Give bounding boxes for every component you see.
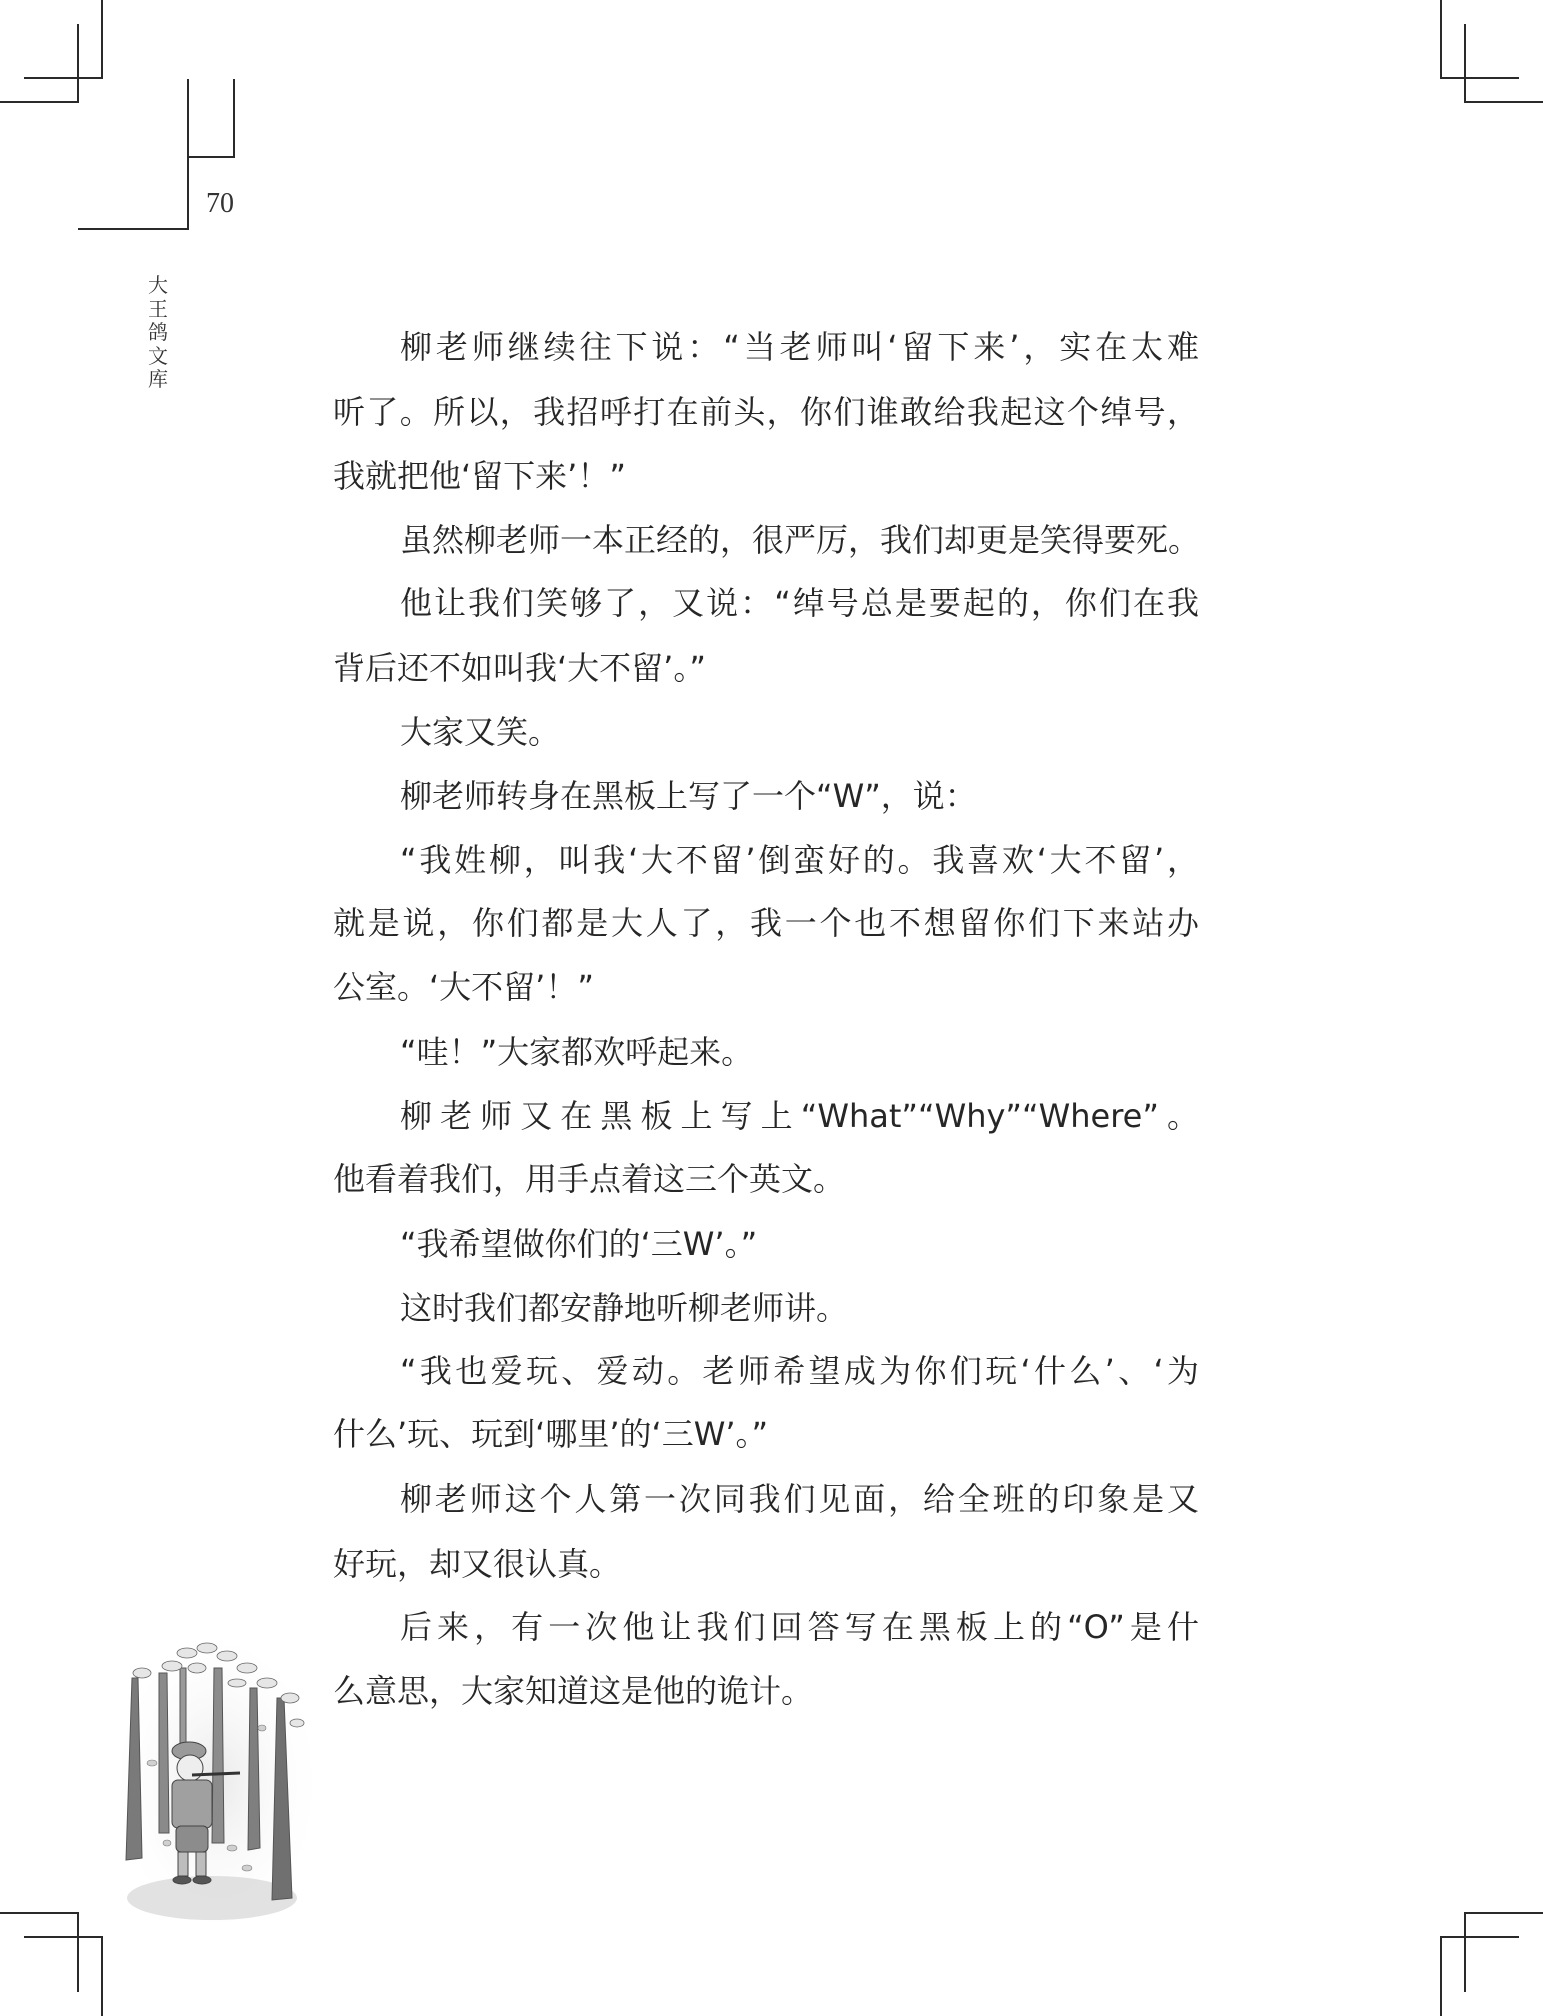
frame-line [233, 79, 235, 158]
crop-mark-line [1464, 101, 1543, 103]
text-line: 公室。‘大不留’！” [333, 968, 594, 1006]
text-line: 后来，有一次他让我们回答写在黑板上的“O”是什 [400, 1608, 1199, 1646]
text-line: 虽然柳老师一本正经的，很严厉，我们却更是笑得要死。 [400, 521, 1201, 559]
series-title [146, 274, 170, 392]
text-line: “哇！”大家都欢呼起来。 [400, 1033, 754, 1071]
text-line: 我就把他‘留下来’！” [333, 457, 626, 495]
text-line: 大家又笑。 [400, 713, 561, 751]
crop-mark-line [77, 1912, 79, 1992]
page-number: 70 [206, 188, 234, 219]
crop-mark-line [1464, 24, 1466, 103]
text-line: 柳老师转身在黑板上写了一个“W”，说： [400, 777, 977, 815]
crop-mark-line [1464, 1912, 1543, 1914]
text-line: 柳老师继续往下说：“当老师叫‘留下来’，实在太难 [400, 328, 1199, 366]
series-title-char: 库 [148, 367, 168, 391]
text-line: 他让我们笑够了，又说：“绰号总是要起的，你们在我 [400, 584, 1199, 622]
text-line: “我也爱玩、爱动。老师希望成为你们玩‘什么’、‘为 [400, 1352, 1199, 1390]
crop-mark-line [0, 101, 79, 103]
text-line: 听了。所以，我招呼打在前头，你们谁敢给我起这个绰号， [333, 393, 1199, 431]
text-line: 什么’玩、玩到‘哪里’的‘三W’。” [333, 1415, 769, 1453]
text-line: 他看着我们，用手点着这三个英文。 [333, 1160, 846, 1198]
crop-mark-line [1440, 1936, 1442, 2016]
crop-mark-line [77, 24, 79, 103]
crop-mark-line [101, 1936, 103, 2016]
text-line: 好玩，却又很认真。 [333, 1545, 622, 1583]
crop-mark-line [101, 0, 103, 79]
text-line: 柳老师这个人第一次同我们见面，给全班的印象是又 [400, 1480, 1199, 1518]
series-title-char: 大 [148, 273, 168, 297]
series-title-char: 鸽 [148, 320, 168, 344]
text-line: “我姓柳，叫我‘大不留’倒蛮好的。我喜欢‘大不留’， [400, 841, 1199, 879]
text-line: 么意思，大家知道这是他的诡计。 [333, 1672, 814, 1710]
illustration-boy-flute-forest [112, 1628, 322, 1928]
crop-mark-line [1440, 0, 1442, 79]
crop-mark-line [1440, 77, 1519, 79]
series-title-char: 王 [148, 296, 168, 321]
frame-line [187, 79, 189, 230]
frame-line [187, 156, 235, 158]
text-line: 就是说，你们都是大人了，我一个也不想留你们下来站办 [333, 904, 1199, 942]
frame-line [78, 228, 189, 230]
text-line: 柳老师又在黑板上写上“What”“Why”“Where”。 [400, 1097, 1199, 1135]
crop-mark-line [1464, 1912, 1466, 1992]
text-line: 背后还不如叫我‘大不留’。” [333, 649, 706, 687]
series-title-char: 文 [148, 343, 168, 368]
text-line: 这时我们都安静地听柳老师讲。 [400, 1289, 849, 1327]
crop-mark-line [24, 77, 103, 79]
crop-mark-line [0, 1912, 79, 1914]
crop-mark-line [24, 1936, 103, 1938]
crop-mark-line [1440, 1936, 1519, 1938]
text-line: “我希望做你们的‘三W’。” [400, 1225, 758, 1263]
